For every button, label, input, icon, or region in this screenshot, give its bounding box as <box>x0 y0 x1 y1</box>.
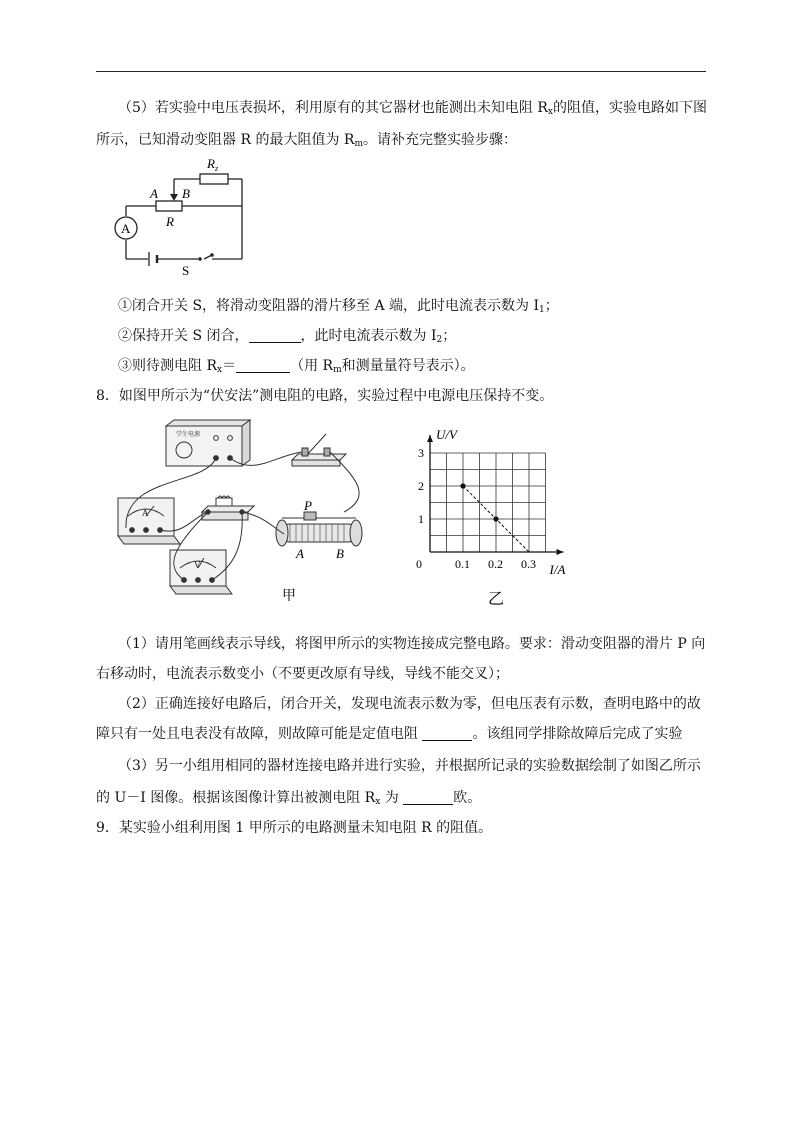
part3-blank[interactable] <box>403 790 453 805</box>
end-b-label: B <box>182 186 190 201</box>
y-tick-label: 3 <box>418 446 424 460</box>
q8-part2-line1: （2）正确连接好电路后，闭合开关，发现电流表示数为零，但电压表有示数，查明电路中的故 <box>118 696 701 712</box>
slider-p-label: P <box>304 498 312 513</box>
section5-line2: 所示，已知滑动变阻器 R 的最大阻值为 $R_m$。请补充完整实验步骤： <box>96 132 517 149</box>
rx-label: $R_z$ <box>207 156 219 173</box>
step-2: ②保持开关 S 闭合， ，此时电流表示数为 $I_2$； <box>118 328 457 345</box>
x-tick-label: 0.1 <box>455 557 470 571</box>
chart-grid <box>430 453 546 552</box>
rheostat-a-label: A <box>296 546 304 561</box>
q9-title: 9．某实验小组利用图 1 甲所示的电路测量未知电阻 R 的阻值。 <box>96 820 493 836</box>
q8-part3-line1: （3）另一小组用相同的器材连接电路并进行实验，并根据所记录的实验数据绘制了如图乙所示 <box>118 758 701 774</box>
ui-chart <box>416 408 586 608</box>
chart-marks <box>460 483 529 552</box>
y-tick-label: 1 <box>418 512 424 526</box>
rheostat-label: R <box>166 214 174 229</box>
q8-part2-line2: 障只有一处且电表没有故障，则故障可能是定值电阻 。该组同学排除故障后完成了实验 <box>96 726 683 742</box>
y-axis-label: U/V <box>436 427 457 442</box>
q8-part1-line2: 右移动时，电流表示数变小（不要更改原有导线，导线不能交叉）； <box>96 666 509 682</box>
q8-title: 8．如图甲所示为“伏安法”测电阻的电路，实验过程中电源电压保持不变。 <box>96 388 554 404</box>
x-tick-label: 0.3 <box>521 557 536 571</box>
part2-blank[interactable] <box>422 726 472 741</box>
figure-jia-caption: 甲 <box>282 589 296 604</box>
step-3: ③则待测电阻 $R_x=$ （用 $R_m$和测量量符号表示）。 <box>118 358 475 375</box>
y-tick-label: 2 <box>418 479 424 493</box>
voltmeter-face-label: V <box>194 560 201 570</box>
step-1: ①闭合开关 S，将滑动变阻器的滑片移至 A 端，此时电流表示数为 $I_1$； <box>118 298 559 315</box>
x-tick-label: 0.2 <box>488 557 503 571</box>
q8-part1-line1: （1）请用笔画线表示导线，将图甲所示的实物连接成完整电路。要求：滑动变阻器的滑片 P 向 <box>118 636 706 652</box>
q8-part3-line2: 的 U－I 图像。根据该图像计算出被测电阻 $R_x$ 为 欧。 <box>96 790 482 807</box>
y-axis-arrow <box>427 435 433 442</box>
figure-yi-caption: 乙 <box>488 591 505 608</box>
x-axis-arrow <box>557 549 564 555</box>
rheostat-b-label: B <box>336 546 344 561</box>
data-point <box>493 516 498 521</box>
switch-label: S <box>182 263 190 278</box>
figure-jia-apparatus <box>104 416 366 604</box>
x-axis-label: I/A <box>549 562 566 577</box>
end-a-label: A <box>150 186 158 201</box>
chart-labels <box>416 427 565 577</box>
data-point <box>460 483 465 488</box>
header-rule <box>96 71 706 72</box>
rx-measure-circuit <box>108 152 268 280</box>
step3-blank[interactable] <box>236 358 290 373</box>
ammeter-label: A <box>121 221 131 236</box>
step2-blank[interactable] <box>249 328 301 343</box>
power-supply-label: 学生电源 <box>176 432 201 438</box>
ammeter-face-label: A <box>142 508 149 518</box>
section5-line1: （5）若实验中电压表损坏，利用原有的其它器材也能测出未知电阻 $R_x$的阻值，实验电路如下图 <box>118 100 707 117</box>
origin-label: 0 <box>416 557 422 571</box>
